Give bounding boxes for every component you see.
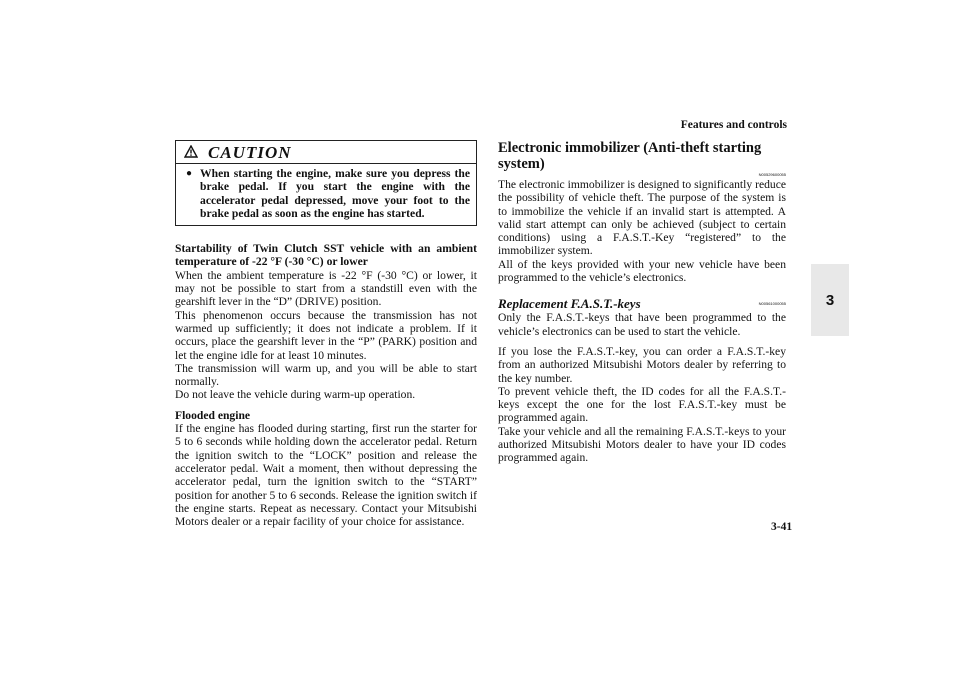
left-column	[175, 140, 477, 528]
section-header: Features and controls	[680, 119, 787, 131]
caution-text: When starting the engine, make sure you depress the brake pedal. If you start the engine with the accelerator pedal depressed, move your foot to the brake pedal as soon as the engine has started.	[200, 167, 470, 220]
startability-heading: Startability of Twin Clutch SST vehicle with an ambient temperature of -22 °F (-30 °C) or lower	[175, 242, 477, 269]
immobilizer-paragraph-2: All of the keys provided with your new vehicle have been programmed to the vehicle’s electronics.	[498, 257, 786, 285]
warning-triangle-icon	[184, 145, 198, 161]
immobilizer-paragraph-1: The electronic immobilizer is designed to significantly reduce the possibility of vehicle theft. The purpose of the system is to immobilize the vehicle if an invalid start is attempted. A valid start attempt can only be achieved (subject to certain conditions) using a F.A.S.T.-Key “registered” to the immobilizer system.	[498, 178, 786, 258]
replacement-code: N00561000055	[758, 301, 786, 307]
replacement-heading-row	[498, 296, 786, 311]
replacement-paragraph-3: To prevent vehicle theft, the ID codes for all the F.A.S.T.-keys except the one for the lost F.A.S.T.-key must be programmed again.	[498, 384, 786, 425]
immobilizer-code: N00529600055	[758, 172, 786, 177]
startability-paragraph-2: This phenomenon occurs because the transmission has not warmed up sufficiently; it does not indicate a problem. If it occurs, place the gearshift lever in the “P” (PARK) position and let the engine idle for at least 10 minutes.	[175, 308, 477, 362]
startability-paragraph-1: When the ambient temperature is -22 °F (-30 °C) or lower, it may not be possible to start from a standstill even with the gearshift lever in the “D” (DRIVE) position.	[175, 268, 477, 309]
replacement-paragraph-1: Only the F.A.S.T.-keys that have been programmed to the vehicle’s electronics can be used to start the vehicle.	[498, 311, 786, 338]
startability-paragraph-3: The transmission will warm up, and you will be able to start normally.	[175, 361, 477, 389]
chapter-tab	[811, 264, 849, 336]
immobilizer-heading: Electronic immobilizer (Anti-theft starting system)	[498, 140, 762, 172]
bullet-icon: ●	[186, 168, 193, 179]
flooded-engine-heading: Flooded engine	[175, 408, 251, 422]
caution-body	[176, 164, 476, 225]
flooded-engine-paragraph: If the engine has flooded during starting, first run the starter for 5 to 6 seconds while holding down the accelerator pedal. Return the ignition switch to the “LOCK” position and release the accelerator pedal. Wait a moment, then without depressing the accelerator pedal, turn the ignition switch to the “START” position for another 5 to 6 seconds. Release the ignition switch if the engine starts. Repeat as necessary. Contact your Mitsubishi Motors dealer or a repair facility of your choice for assistance.	[175, 422, 477, 529]
replacement-paragraph-4: Take your vehicle and all the remaining F.A.S.T.-keys to your authorized Mitsubishi Motors dealer to have your ID codes programmed again.	[498, 424, 786, 465]
caution-header	[176, 141, 476, 164]
caution-title: CAUTION	[208, 143, 292, 163]
caution-box	[175, 140, 477, 226]
replacement-heading: Replacement F.A.S.T.-keys	[498, 296, 641, 312]
replacement-paragraph-2: If you lose the F.A.S.T.-key, you can order a F.A.S.T.-key from an authorized Mitsubishi Motors dealer by referring to the key number.	[498, 344, 786, 385]
chapter-number: 3	[825, 291, 835, 309]
page-number: 3-41	[771, 521, 793, 533]
right-column	[498, 140, 786, 465]
startability-paragraph-4: Do not leave the vehicle during warm-up operation.	[175, 388, 416, 402]
